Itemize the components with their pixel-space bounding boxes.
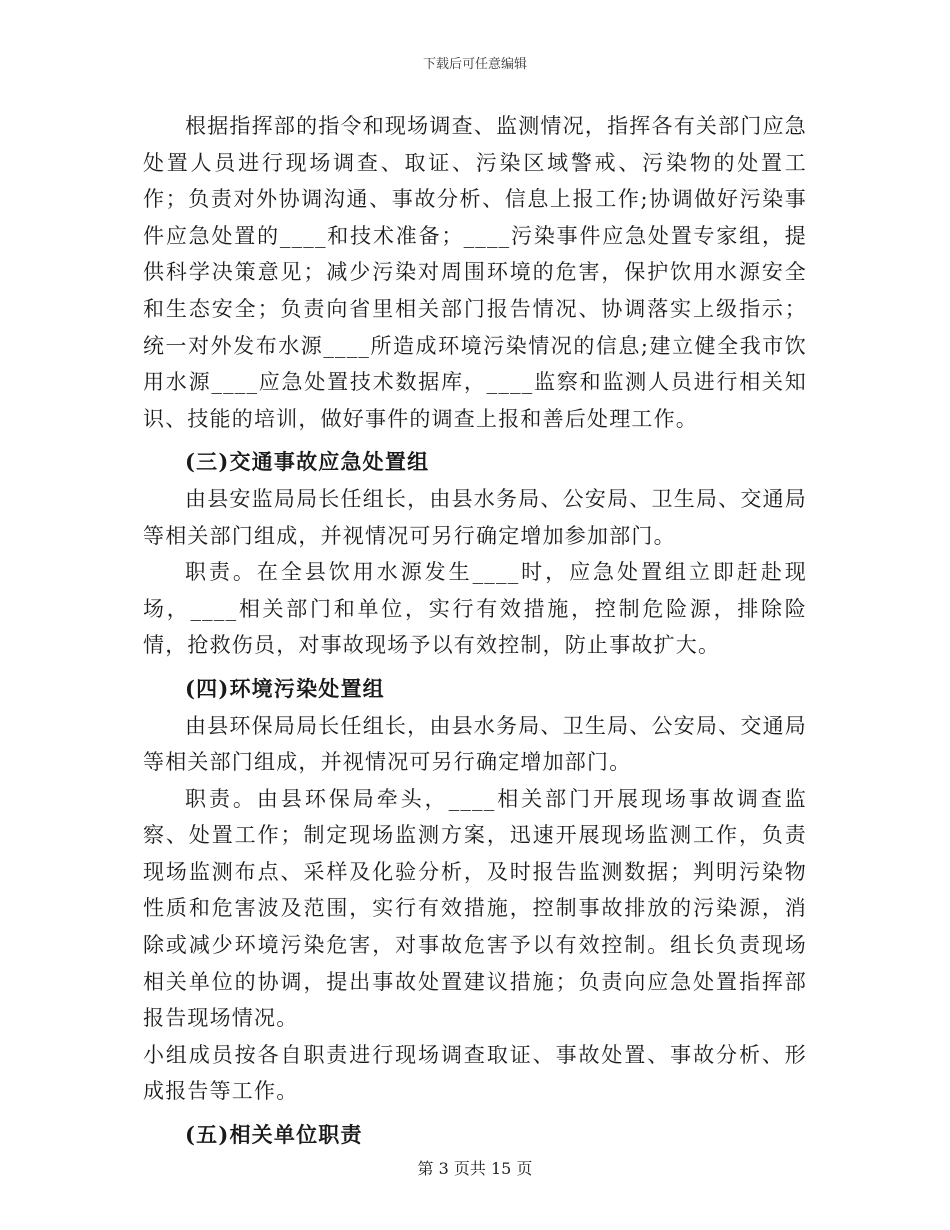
section-heading-pollution-group: (四)环境污染处置组 [185, 675, 385, 701]
paragraph-traffic-group-duties: 职责。在全县饮用水源发生____时，应急处置组立即赶赴现场，____相关部门和单位，实行有效措施，控制危险源，排除险情，抢救伤员，对事故现场予以有效控制，防止事故扩大。 [143, 560, 807, 658]
page-header-note: 下载后可任意编辑 [422, 57, 527, 72]
section-heading-traffic-accident-group: (三)交通事故应急处置组 [185, 449, 430, 475]
paragraph-duties-monitoring: 根据指挥部的指令和现场调查、监测情况，指挥各有关部门应急处置人员进行现场调查、取证、污染区域警戒、污染物的处置工作；负责对外协调沟通、事故分析、信息上报工作;协调做好污染事件应急处置的____和技术准备；____污染事件应急处置专家组，提供科学决策意见；减少污染对周围环境的危害，保护饮用水源安全和生态安全；负责向省里相关部门报告情况、协调落实上级指示；统一对外发布水源____所造成环境污染情况的信息;建立健全我市饮用水源____应急处置技术数据库，____监察和监测人员进行相关知识、技能的培训，做好事件的调查上报和善后处理工作。 [143, 114, 807, 431]
paragraph-group-members-duties: 小组成员按各自职责进行现场调查取证、事故处置、事故分析、形成报告等工作。 [143, 1042, 807, 1104]
page-number-footer: 第 3 页共 15 页 [417, 1159, 533, 1178]
paragraph-pollution-group-duties: 职责。由县环保局牵头，____相关部门开展现场事故调查监察、处置工作；制定现场监测方案，迅速开展现场监测工作，负责现场监测布点、采样及化验分析，及时报告监测数据；判明污染物性质和危害波及范围，实行有效措施，控制事故排放的污染源，消除或减少环境污染危害，对事故危害予以有效控制。组长负责现场相关单位的协调，提出事故处置建议措施；负责向应急处置指挥部报告现场情况。 [143, 786, 807, 1031]
paragraph-traffic-group-composition: 由县安监局局长任组长，由县水务局、公安局、卫生局、交通局等相关部门组成，并视情况可另行确定增加参加部门。 [143, 486, 807, 548]
document-body [143, 108, 807, 1154]
paragraph-pollution-group-composition: 由县环保局局长任组长，由县水务局、卫生局、公安局、交通局等相关部门组成，并视情况可另行确定增加部门。 [143, 713, 807, 775]
section-heading-related-units: (五)相关单位职责 [185, 1122, 363, 1148]
